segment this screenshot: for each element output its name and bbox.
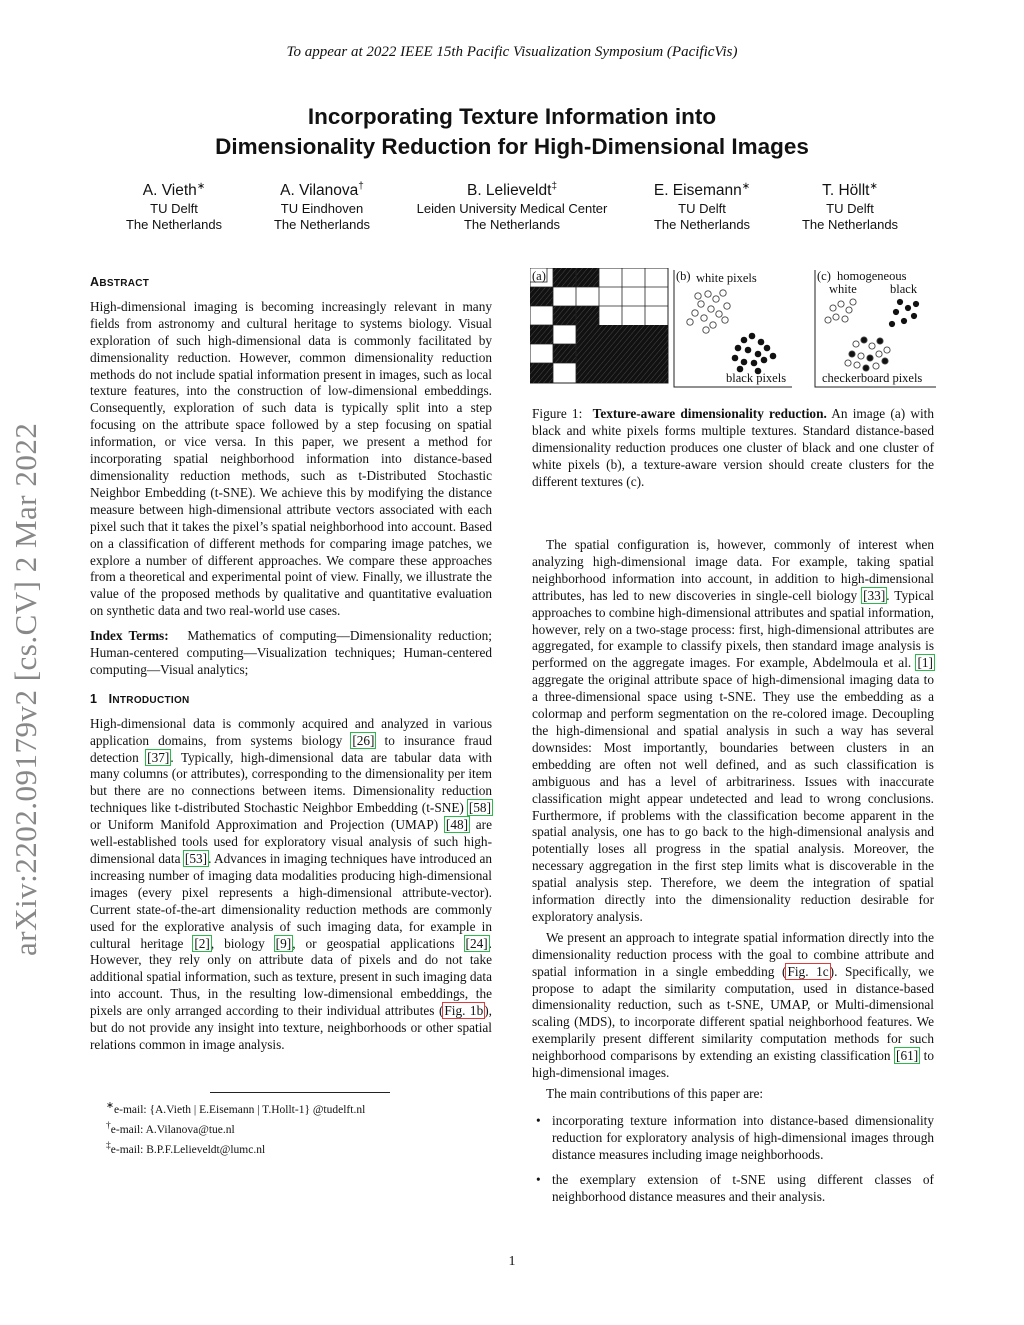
panel-b-label: (b) xyxy=(676,269,691,283)
author-name: T. Höllt xyxy=(822,182,870,200)
venue-header: To appear at 2022 IEEE 15th Pacific Visualization Symposium (PacificVis) xyxy=(286,44,738,60)
author-block xyxy=(252,176,392,233)
intro-heading: 1 INTRODUCTION xyxy=(90,691,190,706)
author-affiliation: Leiden University Medical Center xyxy=(416,201,608,217)
footnotes xyxy=(106,1098,496,1157)
author-name: A. Vieth xyxy=(142,182,197,200)
caption-text: An image (a) with black and white pixels forms multiple textures. Standard distance-based dimensionality reduction produces one cluster of black and one cluster of white pixels (b), a texture-aware version should create clusters for the different textures (c). xyxy=(532,406,935,489)
author-block xyxy=(102,176,246,233)
author-affiliation: TU Delft xyxy=(826,201,874,217)
author-country: The Netherlands xyxy=(463,217,561,233)
citation-link[interactable]: [48] xyxy=(445,817,469,833)
abstract-heading: ABSTRACT xyxy=(90,275,150,289)
panel-a-texture-grid xyxy=(530,268,668,383)
homogeneous-label: homogeneous xyxy=(837,269,907,283)
footnote: †e-mail: A.Vilanova@tue.nl xyxy=(106,1119,235,1136)
author-mark: † xyxy=(358,181,364,192)
intro-paragraph-3: We present an approach to integrate spatial information directly into the dimensionality reduction process with the goal to combine attribute and spatial information in a single embedding (Fig. 1c). Specifically, we propose to adapt the similarity computation, used in distance-based dimensionality reduction, such as t-SNE, UMAP, or Multi-dimensional scaling (MDS), to incorporate different spatial neighborhood features. We exemplarily present different similarity computation methods for such neighborhood comparisons by extending an existing classification [61] to high-dimensional images. xyxy=(532,929,935,1081)
author-block xyxy=(784,176,916,233)
index-terms-label: Index Terms: xyxy=(90,628,169,644)
caption-label: Figure 1: xyxy=(532,406,583,421)
white-pixels-label: white pixels xyxy=(696,271,757,285)
citation-link[interactable]: [24] xyxy=(465,935,488,951)
contribution-list xyxy=(532,1113,934,1206)
abstract-text: High-dimensional imaging is becoming increasingly relevant in many fields from astronomy and cultural heritage to systems biology. Visual exploration of such high-dimensional data is commonly facilitated by dimensionality reduction. However, common dimensionality reduction methods do not include spatial information present in images, such as local texture features, into the construction of low-dimensional embeddings. Consequently, exploration of such data is typically split into a step focusing on the attribute space followed by a step focusing on spatial information, or vice versa. In this paper, we present a method for incorporating spatial neighborhood information into distance-based dimensionality reduction methods, such as t-Distributed Stochastic Neighbor Embedding (t-SNE). We achieve this by modifying the distance measure between high-dimensional attribute vectors associated with each pixel such that it takes the pixel’s spatial neighborhood into account. Based on a classification of different methods for comparing image patches, we explore a number of different approaches. We compare these approaches from a theoretical and experimental point of view. Finally, we illustrate the value of the proposed methods by qualitative and quantitative evaluation on synthetic data and two real-world use cases. xyxy=(90,298,492,619)
author-affiliation: TU Delft xyxy=(678,201,726,217)
author-mark: ∗ xyxy=(869,181,878,192)
index-terms-text: Mathematics of computing—Dimensionality reduction; Human-centered computing—Visualization techniques; Human-centered computing—Visual analytics; xyxy=(90,628,492,677)
figure-link[interactable]: Fig. 1b xyxy=(444,1003,484,1019)
intro-paragraph-4: The main contributions of this paper are: xyxy=(546,1086,764,1101)
author-mark: ∗ xyxy=(196,181,206,192)
panel-a-label: (a) xyxy=(532,269,546,283)
author-mark: ∗ xyxy=(741,181,751,192)
author-affiliation: TU Delft xyxy=(150,201,198,217)
author-affiliation: TU Eindhoven xyxy=(280,201,364,217)
black-label: black xyxy=(890,282,918,296)
author-country: The Netherlands xyxy=(273,217,371,233)
left-column xyxy=(90,274,492,1054)
citation-link[interactable]: [61] xyxy=(896,1048,919,1064)
citation-link[interactable]: [58] xyxy=(468,800,491,816)
citation-link[interactable]: [53] xyxy=(184,851,208,866)
paper-title xyxy=(0,102,1024,162)
figure-1-caption xyxy=(532,406,934,491)
citation-link[interactable]: [33] xyxy=(863,587,886,603)
citation-link[interactable]: [1] xyxy=(917,655,933,671)
citation-link[interactable]: [2] xyxy=(194,935,210,951)
footnote-rule xyxy=(210,1092,390,1093)
right-column xyxy=(532,537,934,1213)
contribution-item: • incorporating texture information into distance-based dimensionality reduction for exploratory analysis of high-dimensional images through distance measures including image neighborhoods. xyxy=(532,1113,934,1164)
panel-b-embedding xyxy=(674,270,792,387)
footnote: ‡e-mail: B.P.F.Lelieveldt@lumc.nl xyxy=(106,1139,266,1156)
citation-link[interactable]: [9] xyxy=(275,935,292,951)
author-country: The Netherlands xyxy=(801,217,899,233)
index-terms xyxy=(90,628,492,679)
footnote: ∗e-mail: {A.Vieth | E.Eisemann | T.Hollt-1} @tudelft.nl xyxy=(106,1100,366,1116)
title-line-2: Dimensionality Reduction for High-Dimensional Images xyxy=(215,134,809,159)
author-block xyxy=(634,176,770,233)
author-name: E. Eisemann xyxy=(653,182,742,200)
figure-link[interactable]: Fig. 1c xyxy=(787,963,829,979)
contribution-item: • the exemplary extension of t-SNE using different classes of neighborhood distance measures and their analysis. xyxy=(532,1172,934,1206)
arxiv-stamp: arXiv:2202.09179v2 [cs.CV] 2 Mar 2022 xyxy=(8,422,43,956)
black-pixels-label: black pixels xyxy=(726,371,787,385)
figure-1 xyxy=(530,268,940,393)
author-country: The Netherlands xyxy=(653,217,751,233)
checkerboard-label: checkerboard pixels xyxy=(822,371,923,385)
author-name: A. Vilanova xyxy=(280,182,359,200)
intro-paragraph-2: The spatial configuration is, however, commonly of interest when analyzing high-dimensional image data. For example, taking spatial neighborhood information into account, in addition to high-dimensional attributes, has led to new discoveries in single-cell biology [33]. Typical approaches to combine high-dimensional attributes and spatial information, however, rely on a two-stage process: first, high-dimensional attributes are aggregated, for example to classify pixels, then standard image analysis is performed on the aggregate images. For example, Abdelmoula et al. [1] aggregate the original attribute space of high-dimensional imaging data to a three-dimensional space using t-SNE. They use the embedding as a colormap and perform segmentation on the re-colored image. Decoupling the high-dimensional and spatial analysis in such a way has several downsides: Most importantly, boundaries between clusters in an embedding are often not well defined, and as such classification is ambiguous and has a level of arbitrariness. Issues with inaccurate classification might appear undetected and lead to wrong conclusions. Furthermore, if problems with the classification become apparent in the spatial analysis, one has to go back to the high-dimensional analysis and potentially loses all progress in the spatial analysis. Moreover, the necessary aggregation in the first step limits what is discoverable in the spatial analysis step. Therefore, we deem the integration of spatial information directly into the dimensionality reduction desirable for exploratory analysis. xyxy=(532,537,934,924)
title-line-1: Incorporating Texture Information into xyxy=(307,104,717,129)
author-mark: ‡ xyxy=(551,181,557,192)
citation-link[interactable]: [26] xyxy=(352,732,375,748)
panel-c-label: (c) xyxy=(817,269,831,283)
white-label: white xyxy=(829,282,857,296)
author-block xyxy=(402,176,622,233)
intro-paragraph-1: High-dimensional data is commonly acquired and analyzed in various application domains, from systems biology [26] to insurance fraud detection [37]. Typically, high-dimensional data are tabular data with many columns (or attributes), corresponding to the dimensionality per item but there are no connections between items. Dimensionality reduction techniques like t-distributed Stochastic Neighbor Embedding (t-SNE) [58] or Uniform Manifold Approximation and Projection (UMAP) [48] are well-established tools used for exploratory visual analysis of such high-dimensional data [53]. Advances in imaging techniques have introduced an increasing number of imaging data modalities producing high-dimensional images (every pixel represents a high-dimensional attribute-vector). Current state-of-the-art dimensionality reduction methods are commonly used for the explorative analysis of such imaging data, for example in cultural heritage [2], biology [9], or geospatial applications [24]. However, they rely only on attribute data of pixels and do not take additional spatial information, such as texture, present in such imaging data into account. Thus, in the resulting low-dimensional embeddings, the pixels are only arranged according to their individual attributes (Fig. 1b), but do not provide any insight into texture, neighborhoods or other spatial relations common in image analysis. xyxy=(90,715,492,1052)
author-country: The Netherlands xyxy=(125,217,223,233)
caption-title: Texture-aware dimensionality reduction. xyxy=(592,406,827,421)
author-name: B. Lelieveldt xyxy=(466,182,552,200)
citation-link[interactable]: [37] xyxy=(147,749,170,765)
page-number: 1 xyxy=(508,1254,516,1269)
